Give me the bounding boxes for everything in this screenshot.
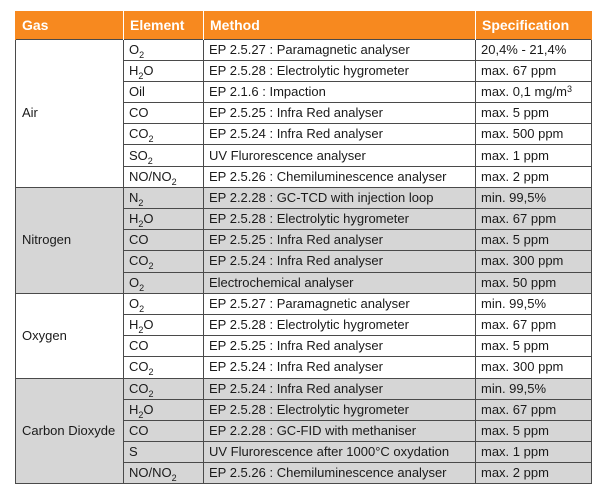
element-subscript: 2 [148, 367, 154, 378]
method-cell: EP 2.5.27 : Paramagnetic analyser [204, 293, 476, 314]
element-cell [124, 145, 204, 166]
specification-value: max. 67 ppm [481, 401, 557, 417]
element-symbol-tail: O [143, 211, 154, 227]
element-subscript: 2 [138, 70, 144, 81]
element-cell [124, 187, 204, 208]
specification-cell [476, 145, 592, 166]
element-cell [124, 272, 204, 293]
element-subscript: 2 [148, 134, 154, 145]
specification-value: max. 67 ppm [481, 62, 557, 78]
element-subscript: 2 [148, 388, 154, 399]
element-symbol: H [129, 401, 139, 417]
element-subscript: 2 [139, 49, 145, 60]
header-gas: Gas [16, 11, 124, 39]
specification-cell [476, 357, 592, 378]
element-cell [124, 209, 204, 230]
specification-value: min. 99,5% [481, 189, 547, 205]
method-cell: EP 2.2.28 : GC-FID with methaniser [204, 420, 476, 441]
specification-cell [476, 81, 592, 102]
method-cell: EP 2.5.24 : Infra Red analyser [204, 124, 476, 145]
method-cell: EP 2.5.24 : Infra Red analyser [204, 251, 476, 272]
element-cell [124, 336, 204, 357]
header-element: Element [124, 11, 204, 39]
element-symbol: O [129, 295, 140, 311]
specification-cell [476, 420, 592, 441]
specification-value: max. 2 ppm [481, 465, 549, 481]
method-cell: EP 2.2.28 : GC-TCD with injection loop [204, 187, 476, 208]
method-cell: EP 2.5.25 : Infra Red analyser [204, 230, 476, 251]
element-subscript: 2 [171, 473, 177, 484]
specification-value: min. 99,5% [481, 295, 547, 311]
method-cell: EP 2.5.26 : Chemiluminescence analyser [204, 463, 476, 484]
specification-superscript: 3 [566, 83, 572, 94]
element-cell [124, 314, 204, 335]
element-cell [124, 378, 204, 399]
specification-value: max. 5 ppm [481, 422, 549, 438]
element-symbol: CO [129, 105, 149, 121]
element-cell [124, 124, 204, 145]
specification-value: max. 300 ppm [481, 253, 564, 269]
element-symbol: CO [129, 359, 149, 375]
gas-specification-table [15, 11, 592, 484]
specification-value: 20,4% - 21,4% [481, 41, 567, 57]
element-subscript: 2 [139, 303, 145, 314]
specification-cell [476, 463, 592, 484]
element-cell [124, 230, 204, 251]
specification-value: max. 67 ppm [481, 317, 557, 333]
element-symbol-tail: O [143, 62, 154, 78]
element-symbol: H [129, 62, 139, 78]
table-row [16, 293, 592, 314]
element-symbol: N [129, 189, 139, 205]
element-subscript: 2 [138, 409, 144, 420]
method-cell: EP 2.5.28 : Electrolytic hygrometer [204, 209, 476, 230]
specification-value: max. 2 ppm [481, 168, 549, 184]
method-cell: EP 2.5.26 : Chemiluminescence analyser [204, 166, 476, 187]
element-symbol: CO [129, 422, 149, 438]
header-method: Method [204, 11, 476, 39]
element-symbol: CO [129, 126, 149, 142]
table-row [16, 187, 592, 208]
gas-group [16, 293, 592, 378]
element-symbol: O [129, 41, 140, 57]
element-cell [124, 293, 204, 314]
element-symbol: O [129, 274, 140, 290]
element-subscript: 2 [138, 325, 144, 336]
gas-name-cell: Nitrogen [16, 187, 124, 293]
element-cell [124, 81, 204, 102]
specification-cell [476, 378, 592, 399]
specification-cell [476, 314, 592, 335]
element-symbol: CO [129, 253, 149, 269]
specification-cell [476, 293, 592, 314]
element-symbol: H [129, 211, 139, 227]
gas-name-cell: Carbon Dioxyde [16, 378, 124, 484]
element-symbol: Oil [129, 83, 145, 99]
element-cell [124, 103, 204, 124]
header-row [16, 11, 592, 39]
element-cell [124, 420, 204, 441]
spec-table-container [15, 11, 592, 484]
table-row [16, 378, 592, 399]
gas-name-cell: Oxygen [16, 293, 124, 378]
element-cell [124, 166, 204, 187]
specification-cell [476, 103, 592, 124]
method-cell: EP 2.5.28 : Electrolytic hygrometer [204, 60, 476, 81]
method-cell: UV Flurorescence after 1000°C oxydation [204, 442, 476, 463]
table-row [16, 39, 592, 60]
element-subscript: 2 [148, 261, 154, 272]
specification-cell [476, 442, 592, 463]
gas-name-cell: Air [16, 39, 124, 187]
method-cell: EP 2.5.24 : Infra Red analyser [204, 378, 476, 399]
specification-value: max. 300 ppm [481, 359, 564, 375]
element-symbol: CO [129, 380, 149, 396]
specification-cell [476, 251, 592, 272]
element-symbol: H [129, 317, 139, 333]
method-cell: EP 2.5.28 : Electrolytic hygrometer [204, 314, 476, 335]
specification-cell [476, 272, 592, 293]
specification-cell [476, 124, 592, 145]
element-subscript: 2 [171, 176, 177, 187]
element-cell [124, 463, 204, 484]
method-cell: EP 2.5.25 : Infra Red analyser [204, 103, 476, 124]
element-symbol: NO/NO [129, 168, 172, 184]
element-symbol: S [129, 444, 138, 460]
specification-cell [476, 209, 592, 230]
method-cell: EP 2.5.25 : Infra Red analyser [204, 336, 476, 357]
specification-value: max. 1 ppm [481, 444, 549, 460]
element-subscript: 2 [138, 197, 144, 208]
header-specification: Specification [476, 11, 592, 39]
element-symbol: CO [129, 338, 149, 354]
element-subscript: 2 [138, 219, 144, 230]
gas-group [16, 378, 592, 484]
specification-cell [476, 336, 592, 357]
specification-value: max. 0,1 mg/m [481, 83, 567, 99]
method-cell: EP 2.5.28 : Electrolytic hygrometer [204, 399, 476, 420]
specification-cell [476, 187, 592, 208]
element-symbol-tail: O [143, 317, 154, 333]
specification-value: max. 5 ppm [481, 232, 549, 248]
table-header [16, 11, 592, 39]
element-cell [124, 357, 204, 378]
element-symbol: SO [129, 147, 148, 163]
specification-value: max. 67 ppm [481, 211, 557, 227]
element-symbol-tail: O [143, 401, 154, 417]
element-subscript: 2 [139, 282, 145, 293]
element-cell [124, 399, 204, 420]
method-cell: EP 2.5.24 : Infra Red analyser [204, 357, 476, 378]
element-cell [124, 39, 204, 60]
element-cell [124, 60, 204, 81]
element-symbol: NO/NO [129, 465, 172, 481]
gas-group [16, 187, 592, 293]
specification-value: max. 5 ppm [481, 338, 549, 354]
method-cell: EP 2.1.6 : Impaction [204, 81, 476, 102]
gas-group [16, 39, 592, 187]
method-cell: EP 2.5.27 : Paramagnetic analyser [204, 39, 476, 60]
method-cell: UV Flurorescence analyser [204, 145, 476, 166]
element-cell [124, 251, 204, 272]
element-subscript: 2 [147, 155, 153, 166]
specification-cell [476, 399, 592, 420]
specification-value: max. 1 ppm [481, 147, 549, 163]
specification-cell [476, 39, 592, 60]
method-cell: Electrochemical analyser [204, 272, 476, 293]
specification-value: max. 500 ppm [481, 126, 564, 142]
element-cell [124, 442, 204, 463]
element-symbol: CO [129, 232, 149, 248]
specification-cell [476, 60, 592, 81]
specification-cell [476, 230, 592, 251]
specification-value: min. 99,5% [481, 380, 547, 396]
specification-cell [476, 166, 592, 187]
specification-value: max. 5 ppm [481, 105, 549, 121]
specification-value: max. 50 ppm [481, 274, 557, 290]
